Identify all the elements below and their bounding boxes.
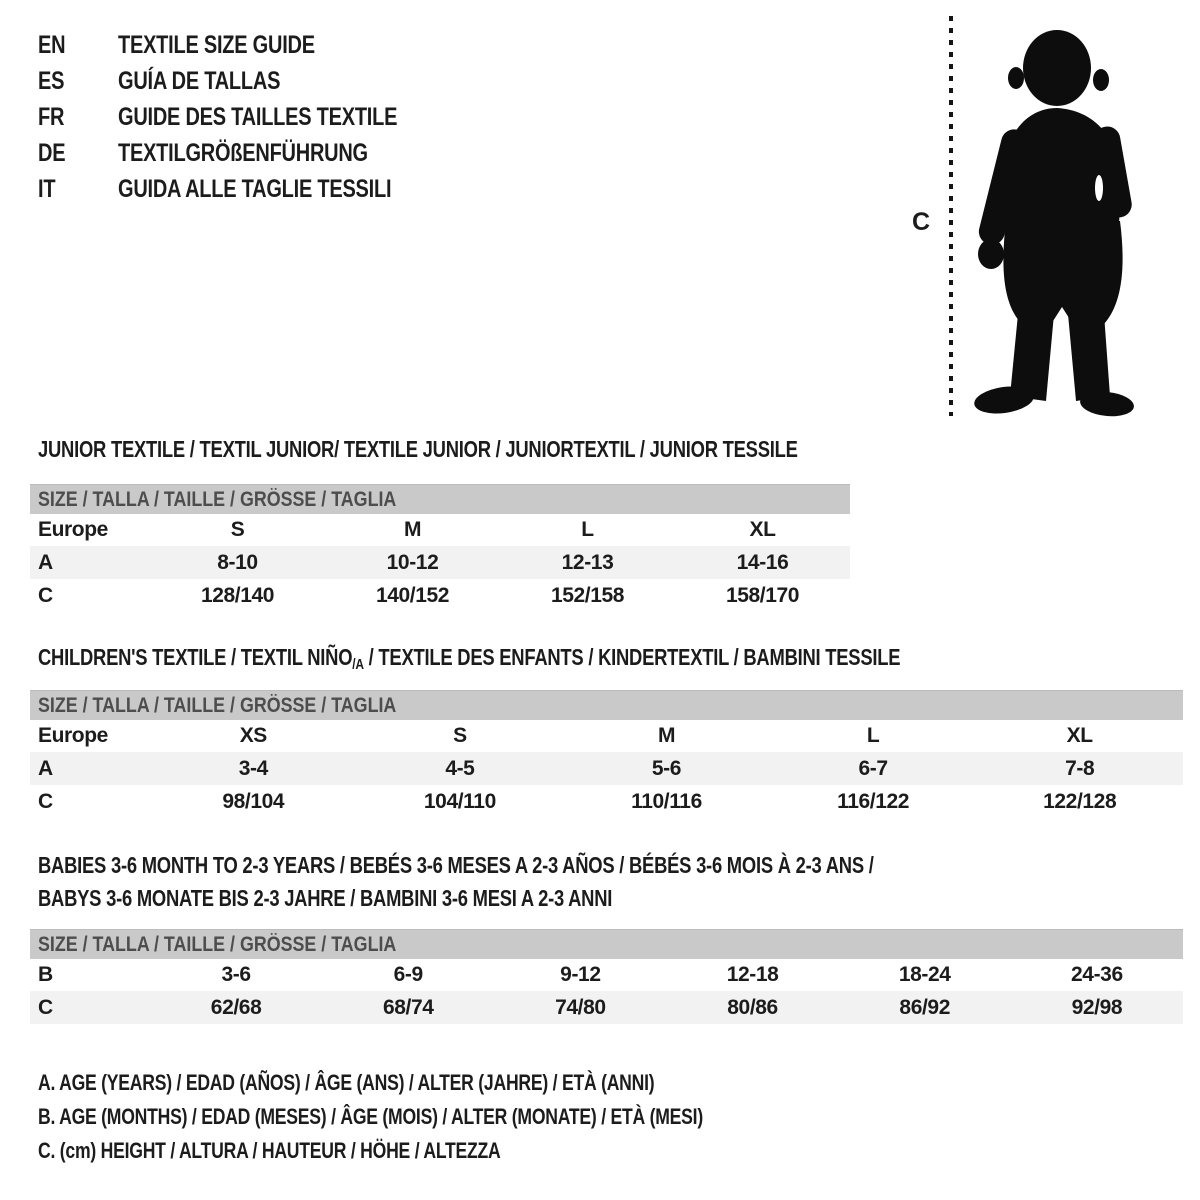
size-cell: 18-24 [898, 962, 951, 986]
size-cell: 104/110 [423, 789, 496, 813]
size-cell: 7-8 [976, 752, 1183, 785]
row-label: A [30, 752, 150, 785]
legend-line-b-text: B. AGE (MONTHS) / EDAD (MESES) / ÂGE (MOIS) / ALTER (MONATE) / ETÀ (MESI) [38, 1104, 703, 1129]
height-measure-dashed-line [949, 16, 953, 416]
language-title: TEXTILE SIZE GUIDE [118, 30, 315, 59]
size-cell: 86/92 [839, 991, 1011, 1024]
legend-line-c-text: C. (cm) HEIGHT / ALTURA / HAUTEUR / HÖHE / ALTEZZA [38, 1138, 501, 1163]
table-row [30, 546, 850, 579]
language-title: GUIDE DES TAILLES TEXTILE [118, 102, 398, 131]
height-measure-label: C [912, 208, 931, 236]
row-label: C [38, 789, 53, 813]
language-code-text: EN [38, 30, 66, 59]
size-cell: 110/116 [631, 789, 702, 813]
row-label: B [38, 962, 53, 986]
size-cell: L [581, 517, 594, 541]
children-heading-sub: /A [352, 656, 364, 673]
language-code-text: DE [38, 138, 66, 167]
language-row [38, 135, 467, 171]
size-cell: S [453, 723, 467, 747]
size-cell: 62/68 [150, 991, 322, 1024]
language-code [38, 139, 118, 168]
legend-line-c [38, 1134, 869, 1168]
babies-heading-line1: BABIES 3-6 MONTH TO 2-3 YEARS / BEBÉS 3-6 MESES A 2-3 AÑOS / BÉBÉS 3-6 MOIS À 2-3 ANS / [38, 852, 874, 878]
size-cell: 92/98 [1011, 991, 1183, 1024]
measure-legend [38, 1066, 869, 1168]
children-section-heading [38, 641, 1116, 681]
language-row [38, 171, 467, 207]
language-title: GUÍA DE TALLAS [118, 66, 281, 95]
children-size-table [30, 719, 1183, 818]
size-cell: 6-7 [770, 752, 977, 785]
size-cell: 6-9 [393, 962, 423, 986]
table-row [30, 579, 850, 612]
children-heading-text [38, 641, 900, 681]
babies-heading-line2: BABYS 3-6 MONATE BIS 2-3 JAHRE / BAMBINI 3-6 MESI A 2-3 ANNI [38, 885, 613, 911]
size-cell: 3-6 [221, 962, 251, 986]
language-code-text: FR [38, 102, 65, 131]
language-code [38, 67, 118, 96]
size-cell: 122/128 [1043, 789, 1117, 813]
children-size-header-text: SIZE / TALLA / TAILLE / GRÖSSE / TAGLIA [38, 694, 397, 717]
table-row [30, 752, 1183, 785]
size-cell: 24-36 [1071, 962, 1123, 986]
size-cell: S [230, 517, 245, 541]
language-code-text: ES [38, 66, 65, 95]
size-cell: 74/80 [494, 991, 666, 1024]
size-cell: 9-12 [560, 962, 601, 986]
size-cell: 12-13 [500, 546, 675, 579]
size-cell: 3-4 [150, 752, 357, 785]
size-cell: XS [239, 723, 267, 747]
language-code [38, 103, 118, 132]
language-code [38, 175, 118, 204]
language-title: GUIDA ALLE TAGLIE TESSILI [118, 174, 392, 203]
language-row [38, 63, 467, 99]
row-label: A [30, 546, 150, 579]
legend-line-b [38, 1100, 869, 1134]
junior-heading-text: JUNIOR TEXTILE / TEXTIL JUNIOR/ TEXTILE JUNIOR / JUNIORTEXTIL / JUNIOR TESSILE [38, 436, 798, 462]
size-cell: 68/74 [322, 991, 494, 1024]
size-cell: 5-6 [563, 752, 770, 785]
row-label: C [30, 991, 150, 1024]
size-cell: 12-18 [726, 962, 779, 986]
table-row [30, 785, 1183, 818]
language-title-list [38, 27, 467, 207]
language-code [38, 31, 118, 60]
junior-section-heading [38, 433, 988, 466]
toddler-silhouette-icon [962, 16, 1140, 420]
table-row [30, 513, 850, 546]
babies-size-header-text: SIZE / TALLA / TAILLE / GRÖSSE / TAGLIA [38, 933, 397, 956]
size-cell: 80/86 [666, 991, 838, 1024]
legend-line-a-text: A. AGE (YEARS) / EDAD (AÑOS) / ÂGE (ANS) / ALTER (JAHRE) / ETÀ (ANNI) [38, 1070, 655, 1095]
table-row [30, 958, 1183, 991]
size-cell: 8-10 [150, 546, 325, 579]
size-cell: 152/158 [550, 583, 625, 607]
size-cell: 158/170 [725, 583, 800, 607]
size-cell: M [403, 517, 422, 541]
legend-line-a [38, 1066, 869, 1100]
row-label: C [38, 583, 53, 607]
language-code-text: IT [38, 174, 56, 203]
junior-size-header-bar [30, 484, 850, 514]
size-cell: 10-12 [325, 546, 500, 579]
size-cell: 14-16 [675, 546, 850, 579]
row-label: Europe [38, 517, 108, 541]
children-size-header-bar [30, 690, 1183, 720]
language-row [38, 99, 467, 135]
size-cell: 98/104 [222, 789, 285, 813]
junior-size-header-text: SIZE / TALLA / TAILLE / GRÖSSE / TAGLIA [38, 488, 397, 511]
language-title: TEXTILGRÖßENFÜHRUNG [118, 138, 368, 167]
size-cell: L [866, 723, 880, 747]
language-row [38, 27, 467, 63]
size-cell: 140/152 [375, 583, 450, 607]
size-cell: XL [1066, 723, 1093, 747]
size-cell: 128/140 [200, 583, 275, 607]
junior-size-table [30, 513, 850, 612]
children-heading-suffix: / TEXTILE DES ENFANTS / KINDERTEXTIL / BAMBINI TESSILE [363, 644, 901, 670]
babies-size-header-bar [30, 929, 1183, 959]
table-row [30, 991, 1183, 1024]
row-label: Europe [38, 723, 108, 747]
babies-section-heading [38, 849, 1083, 915]
size-cell: 116/122 [837, 789, 910, 813]
babies-size-table [30, 958, 1183, 1024]
children-heading-prefix: CHILDREN'S TEXTILE / TEXTIL NIÑO [38, 644, 353, 670]
table-row [30, 719, 1183, 752]
size-cell: XL [749, 517, 776, 541]
size-cell: M [657, 723, 676, 747]
size-cell: 4-5 [357, 752, 564, 785]
